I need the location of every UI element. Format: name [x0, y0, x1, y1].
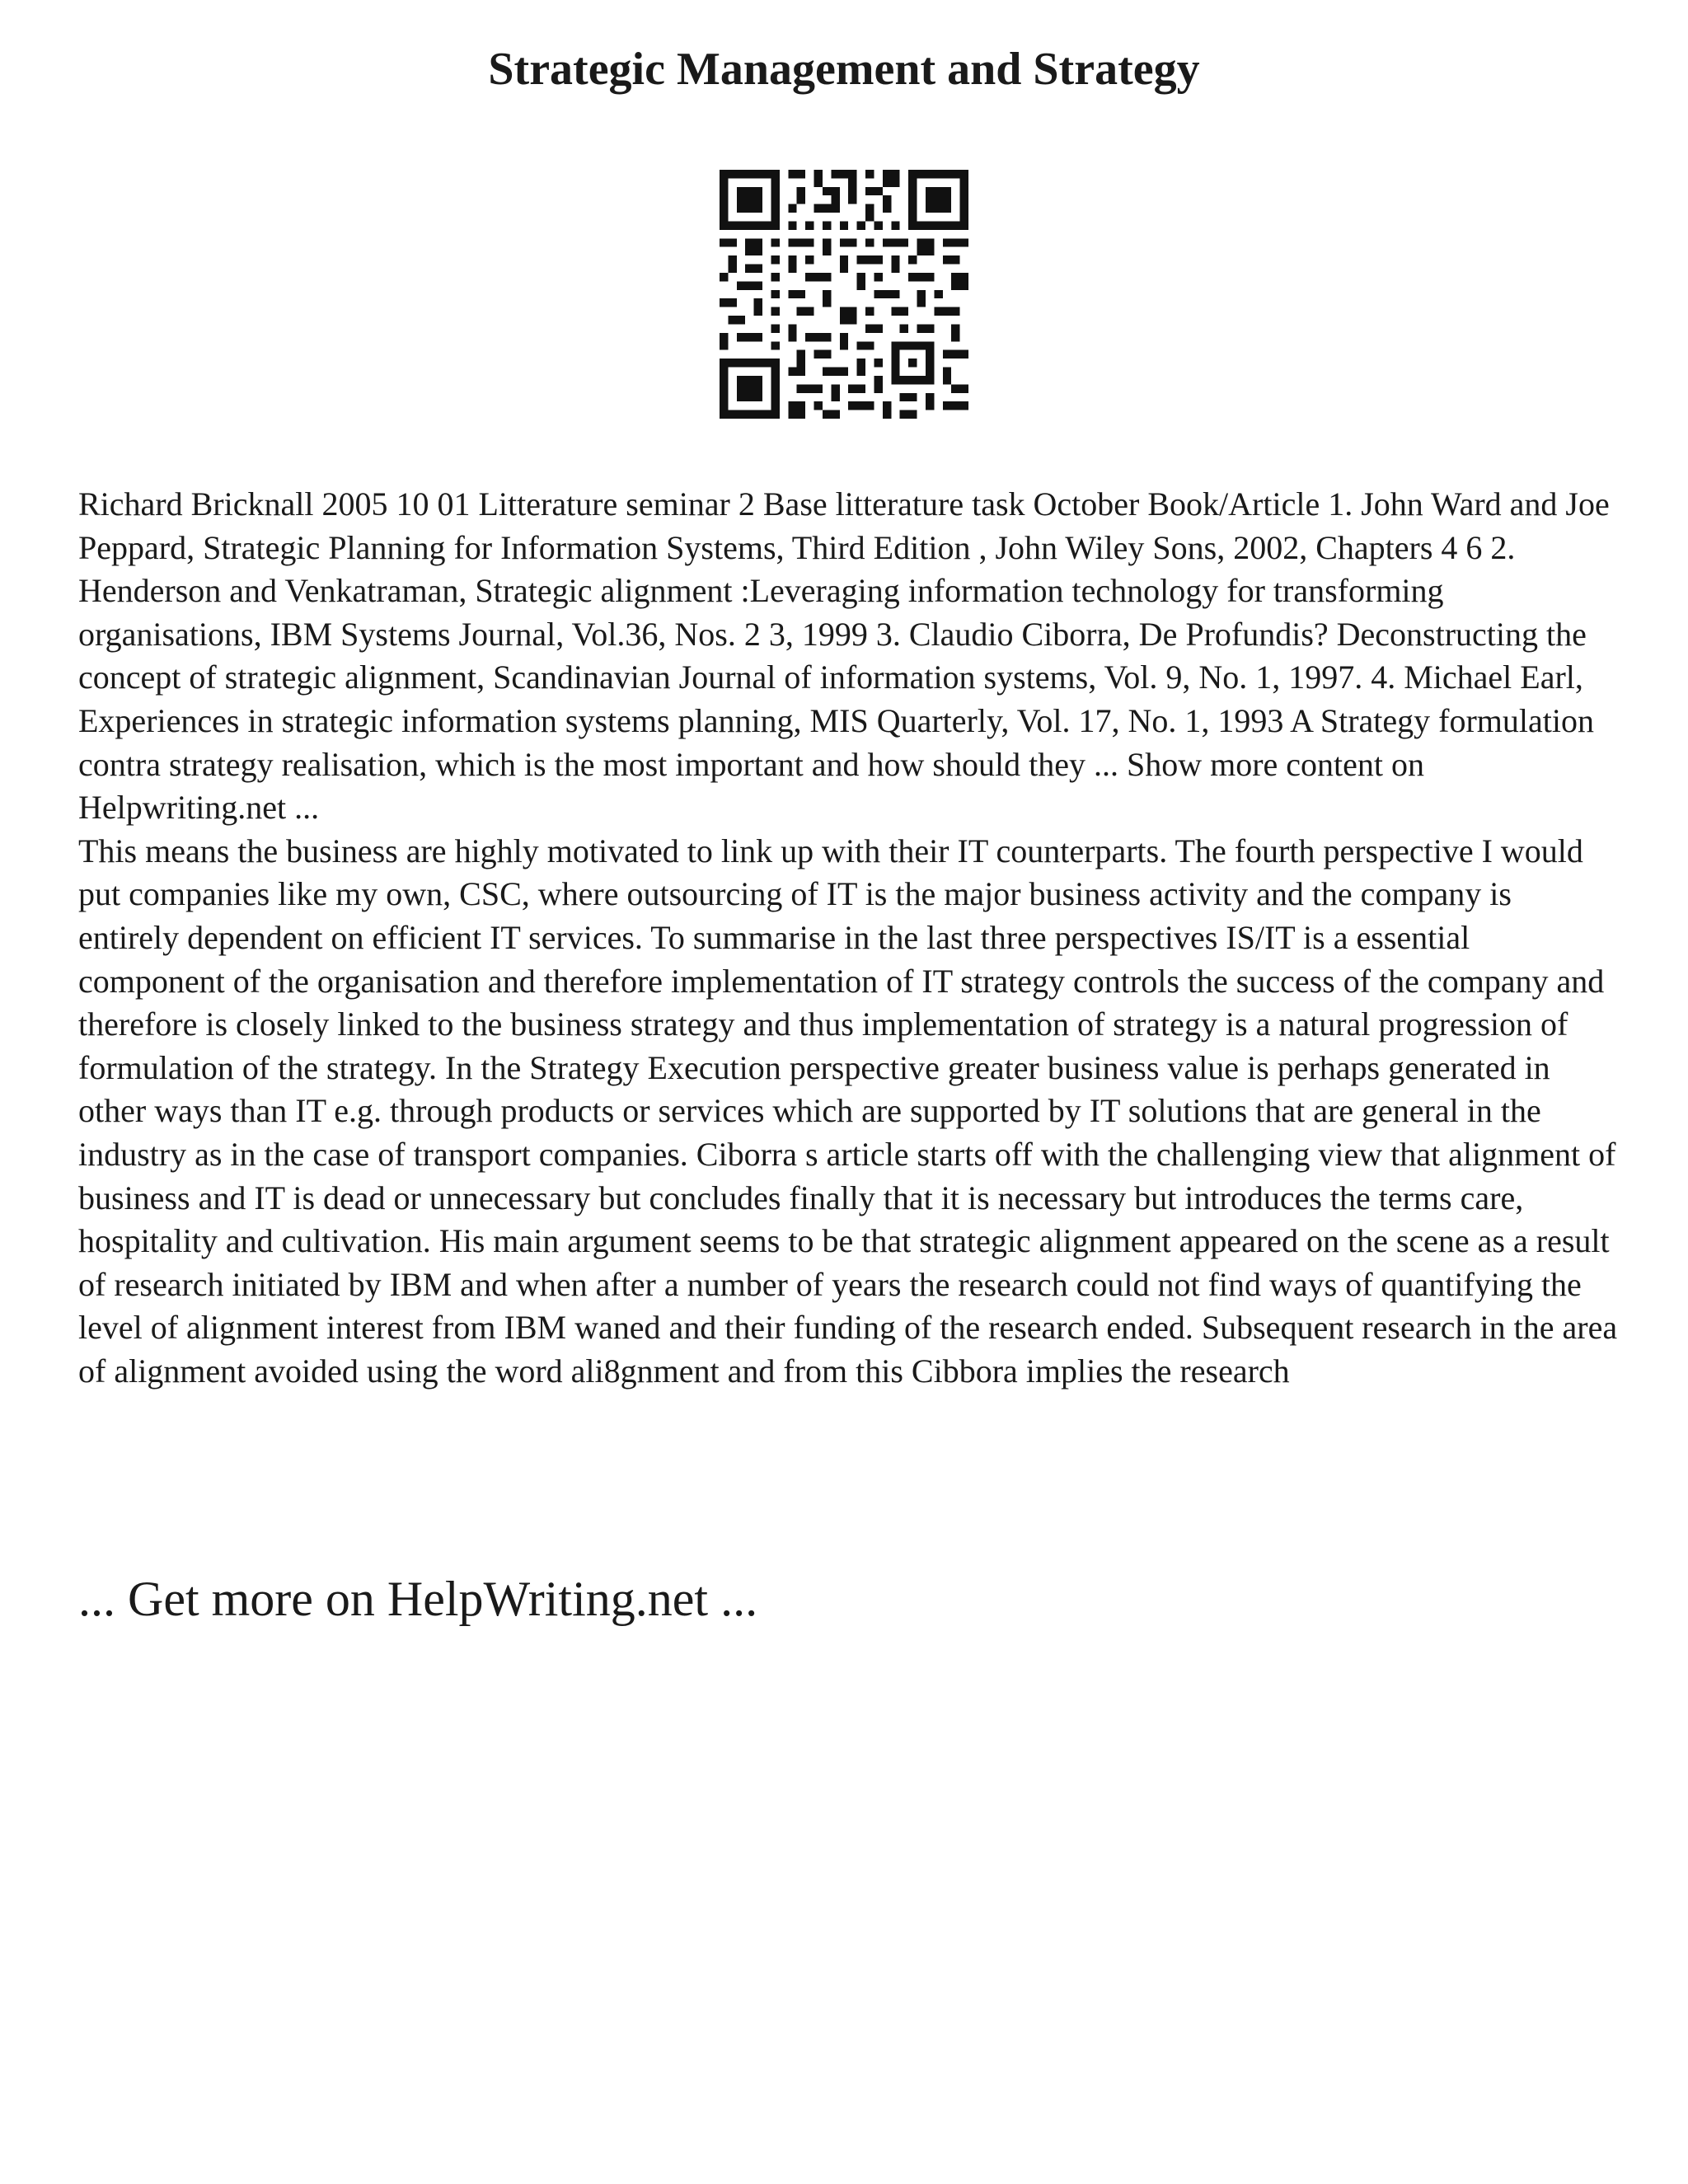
article-body: [78, 483, 1620, 1393]
paragraph-references: Richard Bricknall 2005 10 01 Litterature seminar 2 Base litterature task October Book/Article 1. John Ward and Joe Peppard, Strategic Planning for Information Systems, Third Edition , John Wiley Sons, 2002, Chapters 4 6 2. Henderson and Venkatraman, Strategic alignment :Leveraging information technology for transforming organisations, IBM Systems Journal, Vol.36, Nos. 2 3, 1999 3. Claudio Ciborra, De Profundis? Deconstructing the concept of strategic alignment, Scandinavian Journal of information systems, Vol. 9, No. 1, 1997. 4. Michael Earl, Experiences in strategic information systems planning, MIS Quarterly, Vol. 17, No. 1, 1993 A Strategy formulation contra strategy realisation, which is the most important and how should they ... Show more content on Helpwriting.net ...: [78, 485, 1610, 827]
paragraph-discussion: This means the business are highly motivated to link up with their IT counterparts. The fourth perspective I would put companies like my own, CSC, where outsourcing of IT is the major business activity and the company is entirely dependent on efficient IT services. To summarise in the last three perspectives IS/IT is a essential component of the organisation and therefore implementation of IT strategy controls the success of the company and therefore is closely linked to the business strategy and thus implementation of strategy is a natural progression of formulation of the strategy. In the Strategy Execution perspective greater business value is perhaps generated in other ways than IT e.g. through products or services which are supported by IT solutions that are general in the industry as in the case of transport companies. Ciborra s article starts off with the challenging view that alignment of business and IT is dead or unnecessary but concludes finally that it is necessary but introduces the terms care, hospitality and cultivation. His main argument seems to be that strategic alignment appeared on the scene as a result of research initiated by IBM and when after a number of years the research could not find ways of quantifying the level of alignment interest from IBM waned and their funding of the research ended. Subsequent research in the area of alignment avoided using the word ali8gnment and from this Cibbora implies the research: [78, 832, 1618, 1390]
page-title: Strategic Management and Strategy: [488, 44, 1200, 95]
get-more-link[interactable]: ... Get more on HelpWriting.net ...: [78, 1572, 758, 1626]
qr-code-icon: [720, 170, 968, 419]
